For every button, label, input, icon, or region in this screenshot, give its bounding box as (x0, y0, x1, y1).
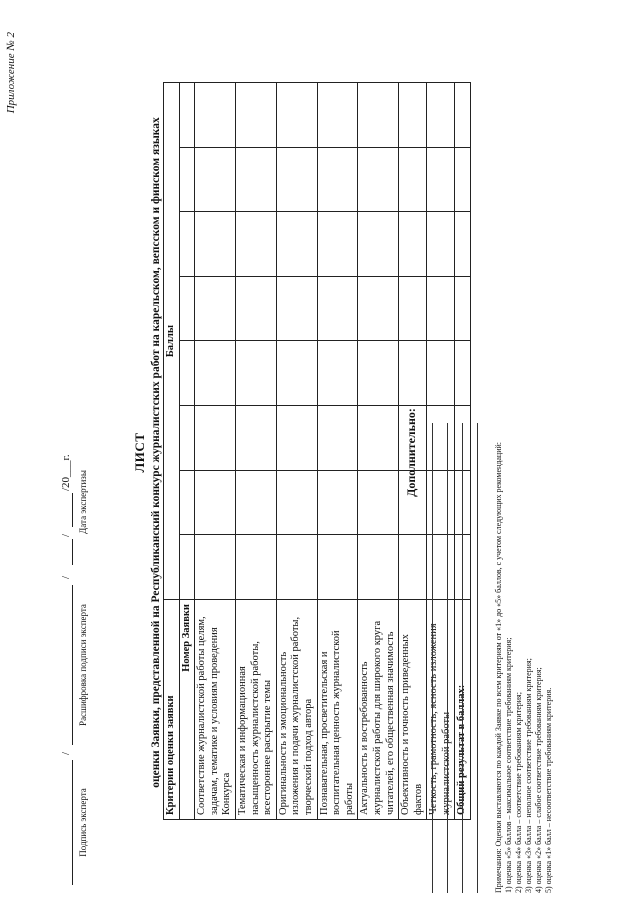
date-day-line (72, 539, 73, 565)
app-number-cell[interactable] (179, 470, 195, 535)
date-label: Дата экспертизы (78, 470, 88, 534)
comment-line[interactable] (447, 423, 448, 893)
score-cell[interactable] (235, 406, 276, 471)
notes-line: 3) оценка «3» балла – неполное соответствие требованиям критерия; (524, 658, 533, 893)
criterion-label: Объективность и точность приведенных фактов (399, 600, 427, 820)
score-cell[interactable] (317, 535, 358, 600)
score-cell[interactable] (358, 147, 399, 212)
app-number-label: Номер Заявки (179, 600, 195, 820)
app-number-cell[interactable] (179, 341, 195, 406)
score-cell[interactable] (358, 406, 399, 471)
score-cell[interactable] (276, 276, 317, 341)
expert-name-label: Расшифровка подписи эксперта (78, 604, 88, 726)
app-number-cell[interactable] (179, 83, 195, 148)
expert-signature-line (72, 760, 73, 885)
total-cell[interactable] (455, 212, 471, 277)
criteria-column-header: Критерии оценки заявки (164, 600, 180, 820)
comment-line[interactable] (432, 423, 433, 893)
score-cell[interactable] (358, 341, 399, 406)
score-cell[interactable] (317, 341, 358, 406)
score-cell[interactable] (358, 470, 399, 535)
date-year: /20___г. (60, 454, 72, 491)
table-row (195, 83, 236, 820)
app-number-cell[interactable] (179, 147, 195, 212)
page-subtitle: оценки Заявки, представленной на Республиканский конкурс журналистских работ на карельском, вепсском и финском языках (150, 117, 162, 788)
notes-line: 1) оценка «5» баллов – максимальное соответствие требованиям критерия; (504, 637, 513, 893)
appendix-label: Приложение № 2 (5, 32, 17, 114)
app-number-cell[interactable] (179, 535, 195, 600)
comment-line[interactable] (477, 423, 478, 893)
score-cell[interactable] (358, 535, 399, 600)
app-number-cell[interactable] (179, 212, 195, 277)
score-cell[interactable] (427, 212, 455, 277)
score-cell[interactable] (317, 147, 358, 212)
date-month-line (72, 493, 73, 527)
signature-slash: / (60, 533, 72, 537)
score-cell[interactable] (427, 276, 455, 341)
criterion-label: Тематическая и информационная насыщенность журналистской работы, всестороннее раскрытие темы (235, 600, 276, 820)
score-cell[interactable] (195, 212, 236, 277)
total-cell[interactable] (455, 147, 471, 212)
score-cell[interactable] (427, 470, 455, 535)
score-cell[interactable] (235, 535, 276, 600)
score-cell[interactable] (235, 341, 276, 406)
expert-signature-label: Подпись эксперта (78, 788, 88, 857)
total-label: Общий результат в баллах: (455, 600, 471, 820)
score-cell[interactable] (358, 83, 399, 148)
total-cell[interactable] (455, 276, 471, 341)
table-row (427, 83, 455, 820)
score-cell[interactable] (195, 406, 236, 471)
notes-line: Примечания: Оценки выставляются по каждой Заявке по всем критериям от «1» до «5» баллов, с учетом следующих рекомендаций: (494, 442, 503, 893)
notes-line: 4) оценка «2» балла – слабое соответствие требованиям критерия; (534, 667, 543, 893)
app-number-row (179, 83, 195, 820)
score-cell[interactable] (195, 147, 236, 212)
score-cell[interactable] (195, 276, 236, 341)
score-cell[interactable] (276, 147, 317, 212)
score-cell[interactable] (235, 276, 276, 341)
score-cell[interactable] (427, 535, 455, 600)
app-number-cell[interactable] (179, 406, 195, 471)
score-column-header: Баллы (164, 83, 180, 600)
score-cell[interactable] (427, 341, 455, 406)
score-cell[interactable] (317, 406, 358, 471)
comment-line[interactable] (462, 423, 463, 893)
criterion-label: Четкость, грамотность, ясность изложения журналистской работы (427, 600, 455, 820)
score-cell[interactable] (276, 212, 317, 277)
score-cell[interactable] (427, 406, 455, 471)
expert-name-line (72, 585, 73, 745)
score-cell[interactable] (427, 83, 455, 148)
score-cell[interactable] (276, 470, 317, 535)
table-row (235, 83, 276, 820)
score-cell[interactable] (235, 147, 276, 212)
table-row (317, 83, 358, 820)
score-cell[interactable] (195, 535, 236, 600)
total-cell[interactable] (455, 341, 471, 406)
table-row (276, 83, 317, 820)
score-cell[interactable] (235, 83, 276, 148)
criteria-table (163, 82, 471, 820)
additional-heading: Дополнительно: (404, 408, 418, 497)
score-cell[interactable] (317, 83, 358, 148)
page-title: ЛИСТ (132, 432, 147, 473)
notes-block (494, 373, 554, 893)
score-cell[interactable] (276, 341, 317, 406)
score-cell[interactable] (358, 212, 399, 277)
score-cell[interactable] (235, 470, 276, 535)
score-cell[interactable] (317, 276, 358, 341)
score-cell[interactable] (195, 341, 236, 406)
notes-line: 5) оценка «1» балл – несоответствие требованиям критерия. (544, 687, 553, 893)
score-cell[interactable] (317, 470, 358, 535)
app-number-cell[interactable] (179, 276, 195, 341)
score-cell[interactable] (195, 83, 236, 148)
score-cell[interactable] (276, 406, 317, 471)
score-cell[interactable] (358, 276, 399, 341)
score-cell[interactable] (276, 535, 317, 600)
total-cell[interactable] (455, 83, 471, 148)
criterion-label: Познавательная, просветительская и воспитательная ценность журналистской работы (317, 600, 358, 820)
notes-line: 2) оценка «4» балла – соответствие требованиям критерия; (514, 692, 523, 893)
criterion-label: Соответствие журналистской работы целям, задачам, тематике и условиям проведения Конкурса (195, 600, 236, 820)
signature-slash: / (60, 575, 72, 579)
table-row (358, 83, 399, 820)
score-cell[interactable] (317, 212, 358, 277)
score-cell[interactable] (235, 212, 276, 277)
criterion-label: Актуальность и востребованность журналистской работы для широкого круга читателей, его общественная значимость (358, 600, 399, 820)
score-cell[interactable] (427, 147, 455, 212)
score-cell[interactable] (195, 470, 236, 535)
score-cell[interactable] (276, 83, 317, 148)
criterion-label: Оригинальность и эмоциональность изложения и подачи журналистской работы, творческий подход автора (276, 600, 317, 820)
signature-slash: / (60, 751, 72, 755)
table-header-row (164, 83, 180, 820)
